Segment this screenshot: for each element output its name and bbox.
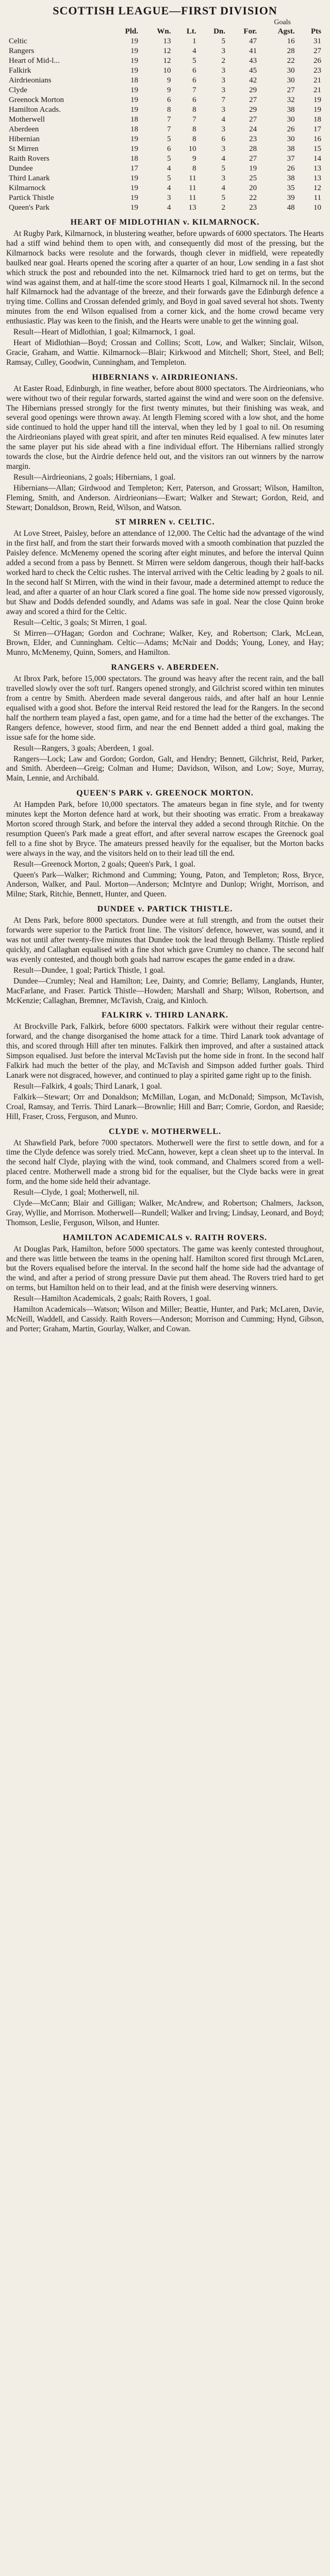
stat-cell: 13: [163, 37, 171, 45]
stat-cell: 3: [221, 174, 226, 182]
stat-cell: 4: [221, 155, 226, 163]
table-row: [6, 46, 324, 56]
team-name: Hibernian: [9, 135, 40, 143]
column-header: Lt.: [186, 27, 196, 36]
stat-cell: 21: [314, 86, 321, 94]
team-lineups: Hamilton Academicals—Watson; Wilson and Miller; Beattie, Hunter, and Park; McLaren, Davie, McNeill, Waddell, and Cassidy. Raith Rovers—Anderson; Morrison and Cumming; Hynd, Gibson, and Porter; Graham, Martin, Gourlay, Walker, and Cowan.: [6, 1305, 324, 1333]
table-row: [6, 203, 324, 213]
stat-cell: 19: [130, 106, 138, 114]
stat-cell: 22: [287, 57, 295, 65]
stat-cell: 5: [167, 135, 171, 143]
stat-cell: 35: [287, 184, 295, 192]
stat-cell: 32: [287, 96, 295, 104]
stat-cell: 2: [221, 57, 226, 65]
table-row: [6, 105, 324, 115]
table-row: [6, 193, 324, 203]
team-name: Queen's Park: [9, 204, 50, 212]
stat-cell: 6: [221, 135, 226, 143]
team-name: Heart of Mid-l...: [9, 57, 60, 65]
stat-cell: 13: [314, 164, 321, 173]
stat-cell: 18: [130, 125, 138, 133]
table-row: [6, 125, 324, 134]
league-table-body: [6, 37, 324, 213]
stat-cell: 4: [221, 115, 226, 124]
stat-cell: 27: [314, 47, 321, 55]
team-name: Aberdeen: [9, 125, 39, 133]
team-name: Motherwell: [9, 115, 45, 124]
stat-cell: 8: [167, 106, 171, 114]
stat-cell: 17: [130, 164, 138, 173]
stat-cell: 28: [249, 145, 257, 153]
stat-cell: 47: [249, 37, 257, 45]
match-heading: HEART OF MIDLOTHIAN v. KILMARNOCK.: [70, 218, 260, 227]
report-paragraph: At Brockville Park, Falkirk, before 6000 spectators. Falkirk were without their regular centre-forward, and the change disorganised the home attack for a time. Third Lanark took advantage of this, and scored through Hill after ten minutes. Falkirk then improved, and after a sustained attack Simpson equalised. Just before the interval McTavish put the home side in front. In the second half Falkirk had much the better of the play, and McTavish and Simpson added further goals. Third Lanark were not disgraced, however, and continued to play a spirited game right up to the finish.: [6, 1022, 324, 1080]
stat-cell: 8: [192, 164, 196, 173]
stat-cell: 25: [249, 174, 257, 182]
report-paragraph: At Hampden Park, before 10,000 spectators. The amateurs began in fine style, and for twenty minutes kept the Morton defence hard at work, but their shooting was erratic. From a breakaway Morton scored through Stark, and before the interval they added a second through Ritchie. On the resumption Queen's Park made a great effort, and after several narrow escapes the Greenock goal fell to a fine shot by Bryce. The amateurs pressed heavily for the equaliser, but the Morton backs were always in the way, and the visitors held on to their lead till the end.: [6, 800, 324, 858]
stat-cell: 17: [314, 125, 321, 133]
stat-cell: 31: [314, 37, 321, 45]
stat-cell: 6: [167, 96, 171, 104]
stat-cell: 3: [167, 194, 171, 202]
team-name: Dundee: [9, 164, 33, 173]
stat-cell: 26: [314, 57, 321, 65]
match-heading: HAMILTON ACADEMICALS v. RAITH ROVERS.: [62, 1233, 268, 1242]
stat-cell: 10: [188, 145, 196, 153]
report-paragraph: At Shawfield Park, before 7000 spectators. Motherwell were the first to settle down, and for a time the Clyde defence was sorely tried. McCann, however, kept a clean sheet up to the interval. In the second half Clyde, playing with the wind, took command, and Chalmers scored from a well-placed centre. Motherwell made a strong bid for the equaliser, but the Clyde backs were in great form, and the home side held their advantage.: [6, 1138, 324, 1187]
stat-cell: 6: [192, 76, 196, 84]
page-title: SCOTTISH LEAGUE—FIRST DIVISION: [53, 4, 277, 17]
team-lineups: Falkirk—Stewart; Orr and Donaldson; McMillan, Logan, and McDonald; Simpson, McTavish, Croal, Ramsay, and Terris. Third Lanark—Brownlie; Hill and Barr; Comrie, Gordon, and Raeside; Hill, Fraser, Cross, Ferguson, and Munro.: [6, 1092, 324, 1121]
stat-cell: 5: [221, 37, 226, 45]
stat-cell: 30: [287, 76, 295, 84]
team-name: Rangers: [9, 47, 35, 55]
stat-cell: 2: [221, 204, 226, 212]
stat-cell: 16: [287, 37, 295, 45]
report-paragraph: Result—Hamilton Academicals, 2 goals; Raith Rovers, 1 goal.: [13, 1294, 211, 1303]
league-table: [6, 27, 324, 213]
stat-cell: 37: [287, 155, 295, 163]
stat-cell: 19: [130, 204, 138, 212]
stat-cell: 19: [314, 106, 321, 114]
stat-cell: 3: [221, 86, 226, 94]
team-lineups: Rangers—Lock; Law and Gordon; Gordon, Galt, and Hendry; Bennett, Gilchrist, Reid, Parker, and Smith. Aberdeen—Greig; Colman and Hume; Davidson, Wilson, and Low; Soye, Murray, Main, Lennie, and Archibald.: [6, 754, 324, 783]
report-paragraph: Result—Rangers, 3 goals; Aberdeen, 1 goal.: [13, 743, 154, 753]
stat-cell: 11: [314, 194, 321, 202]
stat-cell: 20: [249, 184, 257, 192]
team-name: Kilmarnock: [9, 184, 46, 192]
stat-cell: 19: [130, 184, 138, 192]
team-name: St Mirren: [9, 145, 39, 153]
stat-cell: 10: [314, 204, 321, 212]
stat-cell: 10: [163, 66, 171, 75]
stat-cell: 30: [287, 66, 295, 75]
report-paragraph: Result—Dundee, 1 goal; Partick Thistle, 1 goal.: [13, 965, 166, 975]
stat-cell: 11: [189, 174, 196, 182]
stat-cell: 38: [287, 174, 295, 182]
stat-cell: 5: [192, 57, 196, 65]
team-name: Celtic: [9, 37, 27, 45]
stat-cell: 3: [221, 66, 226, 75]
stat-cell: 4: [192, 47, 196, 55]
table-row: [6, 154, 324, 164]
team-lineups: Hibernians—Allan; Girdwood and Templeton; Kerr, Paterson, and Grossart; Wilson, Hamilton, Fleming, Smith, and Anderson. Airdrieonians—Ewart; Walker and Stewart; Gordon, Reid, and Stewart; Donaldson, Brown, Reid, Wilson, and Watson.: [6, 483, 324, 512]
stat-cell: 41: [249, 47, 257, 55]
stat-cell: 4: [167, 204, 171, 212]
column-header: Agst.: [277, 27, 295, 36]
report-paragraph: Result—Clyde, 1 goal; Motherwell, nil.: [13, 1188, 139, 1197]
stat-cell: 22: [249, 194, 257, 202]
table-row: [6, 164, 324, 174]
team-name: Raith Rovers: [9, 155, 50, 163]
stat-cell: 39: [287, 194, 295, 202]
stat-cell: 18: [130, 155, 138, 163]
stat-cell: 21: [314, 76, 321, 84]
stat-cell: 3: [221, 145, 226, 153]
report-paragraph: At Douglas Park, Hamilton, before 5000 spectators. The game was keenly contested throughout, and there was little between the teams in the opening half. Hamilton scored first through McLaren, but the Rovers equalised before the interval. In the second half the home side had the advantage of the wind, and after a period of strong pressure Davie put them ahead. The Rovers tried hard to get on terms, but Hamilton held on to their lead, and at the finish were deserving winners.: [6, 1244, 324, 1293]
report-paragraph: At Ibrox Park, before 15,000 spectators. The ground was heavy after the recent rain, and the ball travelled slowly over the soft turf. Rangers opened strongly, and Gilchrist scored within ten minutes from a centre by Smith. Aberdeen made several dangerous raids, and after half an hour Lennie equalised with a good shot. Before the interval Reid restored the lead for the Rangers. In the second half the northern team played a fast, open game, and for a time had the better of the exchanges. The Rangers defence, however, stood firm, and near the end Bennett added a third goal, making the issue safe for the home side.: [6, 674, 324, 742]
stat-cell: 19: [130, 47, 138, 55]
table-row: [6, 134, 324, 144]
team-lineups: Dundee—Crumley; Neal and Hamilton; Lee, Dainty, and Comrie; Bellamy, Langlands, Hunter, MacFarlane, and Fraser. Partick Thistle—Howden; Marshall and Sharp; Wilson, Robertson, and McKenzie; Callaghan, Bremner, McTavish, Craig, and Kinloch.: [6, 976, 324, 1005]
stat-cell: 6: [167, 145, 171, 153]
table-row: [6, 144, 324, 154]
stat-cell: 23: [249, 135, 257, 143]
team-column-header: [6, 27, 109, 37]
stat-cell: 27: [249, 96, 257, 104]
stat-cell: 24: [249, 125, 257, 133]
stat-cell: 18: [314, 115, 321, 124]
stat-cell: 11: [189, 184, 196, 192]
report-paragraph: Result—Falkirk, 4 goals; Third Lanark, 1 goal.: [13, 1081, 162, 1091]
team-lineups: Clyde—McCann; Blair and Gilligan; Walker, McAndrew, and Robertson; Chalmers, Jackson, Gray, Wyllie, and Morrison. Motherwell—Rundell; Walker and Irving; Lindsay, Leonard, and Boyd; Thomson, Leslie, Ferguson, Wilson, and Hunter.: [6, 1198, 324, 1227]
stat-cell: 13: [188, 204, 196, 212]
column-header: Pts: [311, 27, 321, 36]
report-paragraph: At Love Street, Paisley, before an attendance of 12,000. The Celtic had the advantage of the wind in the first half, and from the start their forwards moved with a smooth combination that puzzled the Paisley defence. McMenemy opened the scoring after eight minutes, and before the interval Quinn added a second from a pass by Bennett. St Mirren were seldom dangerous, though their half-backs worked hard to check the Celtic rushes. The interval arrived with the Celtic leading by 2 goals to nil. In the second half St Mirren, with the wind in their favour, made a determined attempt to reduce the lead, and after a quarter of an hour Clark scored a fine goal. The home side now pressed vigorously, but Shaw and Dodds defended soundly, and Adams was safe in goal. Near the close Quinn broke away and scored a third for the Celtic.: [6, 529, 324, 616]
stat-cell: 18: [130, 76, 138, 84]
table-row: [6, 183, 324, 193]
stat-cell: 19: [130, 145, 138, 153]
stat-cell: 30: [287, 135, 295, 143]
stat-cell: 19: [130, 194, 138, 202]
stat-cell: 18: [130, 115, 138, 124]
match-heading: QUEEN'S PARK v. GREENOCK MORTON.: [76, 789, 254, 798]
stat-cell: 14: [314, 155, 321, 163]
table-row: [6, 95, 324, 105]
stat-cell: 7: [167, 115, 171, 124]
match-heading: CLYDE v. MOTHERWELL.: [109, 1127, 221, 1136]
stat-cell: 3: [221, 47, 226, 55]
stat-cell: 27: [249, 155, 257, 163]
stat-cell: 19: [130, 96, 138, 104]
stat-cell: 6: [192, 96, 196, 104]
stat-cell: 28: [287, 47, 295, 55]
stat-cell: 19: [130, 174, 138, 182]
stat-cell: 9: [192, 155, 196, 163]
team-name: Partick Thistle: [9, 194, 54, 202]
stat-cell: 13: [314, 174, 321, 182]
report-paragraph: At Rugby Park, Kilmarnock, in blustering weather, before upwards of 6000 spectators. The Hearts had a stiff wind behind them to open with, and consequently did most of the pressing, but the Kilmarnock backs were resolute and the forwards, though clever in midfield, were repeatedly baulked near goal. Hearts opened the scoring after a quarter of an hour, Low sending in a fast shot which struck the post and rebounded into the net. Kilmarnock tried hard to get on terms, but the wind was against them, and at half-time the score stood Hearts 1 goal, Kilmarnock nil. In the second half Kilmarnock had the advantage of the breeze, and their forwards gave the Edinburgh defence a trying time. Collins and Crossan defended grimly, and Boyd in goal saved several hot shots. Twenty minutes from the end Wilson equalised from a corner kick, and the home crowd became very enthusiastic. Play was keen to the finish, and the Hearts were unable to get the winning goal.: [6, 229, 324, 326]
team-name: Airdrieonians: [9, 76, 52, 84]
stat-cell: 27: [287, 86, 295, 94]
team-lineups: St Mirren—O'Hagan; Gordon and Cochrane; Walker, Key, and Robertson; Clark, McLean, Brown, Elder, and Cunningham. Celtic—Adams; McNair and Dodds; Young, Loney, and Hay; Munro, McMenemy, Quinn, Somers, and Hamilton.: [6, 629, 324, 657]
report-paragraph: At Dens Park, before 8000 spectators. Dundee were at full strength, and from the outset their forwards were superior to the Partick front line. The visitors' defence, however, was sound, and it was not until after twenty-five minutes that Dundee took the lead through Bellamy. Thistle replied quickly, and Callaghan equalised with a fine shot which gave Crumley no chance. The second half was evenly contested, and though both goals had narrow escapes the game ended in a draw.: [6, 916, 324, 964]
stat-cell: 15: [314, 145, 321, 153]
stat-cell: 3: [221, 76, 226, 84]
table-row: [6, 86, 324, 95]
stat-cell: 4: [221, 184, 226, 192]
table-row: [6, 56, 324, 66]
stat-cell: 11: [189, 194, 196, 202]
team-lineups: Queen's Park—Walker; Richmond and Cumming; Young, Paton, and Templeton; Ross, Bryce, Anderson, Walker, and Paul. Morton—Anderson; McIntyre and Dunlop; Wright, Morrison, and Milne; Stark, Ritchie, Bennett, Hunter, and Queen.: [6, 870, 324, 899]
column-header: Dn.: [213, 27, 226, 36]
stat-cell: 26: [287, 164, 295, 173]
goals-header: Goals: [274, 19, 291, 26]
team-name: Clyde: [9, 86, 27, 94]
league-table-header: [6, 27, 324, 37]
stat-cell: 8: [192, 135, 196, 143]
stat-cell: 7: [221, 96, 226, 104]
report-paragraph: Result—Celtic, 3 goals; St Mirren, 1 goal.: [13, 618, 147, 627]
stat-cell: 19: [130, 135, 138, 143]
stat-cell: 23: [249, 204, 257, 212]
stat-cell: 43: [249, 57, 257, 65]
stat-cell: 16: [314, 135, 321, 143]
stat-cell: 9: [167, 86, 171, 94]
stat-cell: 5: [167, 155, 171, 163]
table-row: [6, 66, 324, 76]
stat-cell: 30: [287, 115, 295, 124]
stat-cell: 5: [221, 164, 226, 173]
stat-cell: 38: [287, 106, 295, 114]
report-paragraph: Result—Airdrieonians, 2 goals; Hibernians, 1 goal.: [13, 472, 176, 482]
match-reports: [6, 218, 324, 1334]
stat-cell: 19: [249, 164, 257, 173]
stat-cell: 3: [221, 106, 226, 114]
stat-cell: 6: [192, 66, 196, 75]
column-header: Pld.: [125, 27, 138, 36]
stat-cell: 29: [249, 86, 257, 94]
team-name: Falkirk: [9, 66, 31, 75]
match-heading: ST MIRREN v. CELTIC.: [115, 518, 215, 527]
stat-cell: 7: [192, 86, 196, 94]
stat-cell: 8: [192, 125, 196, 133]
stat-cell: 4: [167, 164, 171, 173]
match-heading: FALKIRK v. THIRD LANARK.: [101, 1011, 229, 1020]
stat-cell: 5: [221, 194, 226, 202]
column-header: For.: [243, 27, 257, 36]
stat-cell: 4: [167, 184, 171, 192]
table-row: [6, 76, 324, 86]
team-name: Greenock Morton: [9, 96, 64, 104]
table-row: [6, 115, 324, 125]
match-heading: DUNDEE v. PARTICK THISTLE.: [97, 905, 233, 914]
table-row: [6, 37, 324, 46]
match-heading: HIBERNIANS v. AIRDRIEONIANS.: [92, 372, 238, 382]
stat-cell: 19: [314, 96, 321, 104]
team-name: Third Lanark: [9, 174, 50, 182]
stat-cell: 7: [167, 125, 171, 133]
stat-cell: 29: [249, 106, 257, 114]
stat-cell: 48: [287, 204, 295, 212]
stat-cell: 38: [287, 145, 295, 153]
stat-cell: 12: [163, 47, 171, 55]
report-paragraph: Result—Heart of Midlothian, 1 goal; Kilmarnock, 1 goal.: [13, 328, 195, 337]
stat-cell: 19: [130, 57, 138, 65]
stat-cell: 23: [314, 66, 321, 75]
report-paragraph: At Easter Road, Edinburgh, in fine weather, before about 8000 spectators. The Airdrieonians, who were without two of their regular forwards, started against the wind and were soon on the defensive. The Hibernians pressed strongly for the first twenty minutes, but their finishing was weak, and several good openings were thrown away. At length Fleming scored with a low shot, and the home side continued to hold the upper hand till the interval, when they led by 1 goal to nil. On resuming the Airdrieonians played with great spirit, and after ten minutes Reid equalised. A few minutes later the same player put his side ahead with a fine individual effort. The Hibernians rallied strongly towards the close, but the Airdrie defence held out, and the visitors ran out winners by the narrow margin.: [6, 384, 324, 471]
stat-cell: 45: [249, 66, 257, 75]
column-header: Wn.: [157, 27, 171, 36]
stat-cell: 7: [192, 115, 196, 124]
stat-cell: 19: [130, 66, 138, 75]
stat-cell: 26: [287, 125, 295, 133]
stat-cell: 1: [192, 37, 196, 45]
stat-cell: 5: [167, 174, 171, 182]
stat-cell: 12: [314, 184, 321, 192]
stat-cell: 3: [221, 125, 226, 133]
stat-cell: 42: [249, 76, 257, 84]
stat-cell: 9: [167, 76, 171, 84]
team-lineups: Heart of Midlothian—Boyd; Crossan and Collins; Scott, Low, and Walker; Sinclair, Wilson, Gracie, Graham, and Wattie. Kilmarnock—Blair; Kirkwood and Mitchell; Short, Steel, and Bell; Ramsay, Culley, Goodwin, Cunningham, and Templeton.: [6, 338, 324, 367]
stat-cell: 19: [130, 86, 138, 94]
team-name: Hamilton Acads.: [9, 106, 61, 114]
table-row: [6, 174, 324, 183]
stat-cell: 27: [249, 115, 257, 124]
match-heading: RANGERS v. ABERDEEN.: [111, 663, 219, 672]
report-paragraph: Result—Greenock Morton, 2 goals; Queen's Park, 1 goal.: [13, 859, 195, 869]
stat-cell: 19: [130, 37, 138, 45]
stat-cell: 8: [192, 106, 196, 114]
stat-cell: 12: [163, 57, 171, 65]
